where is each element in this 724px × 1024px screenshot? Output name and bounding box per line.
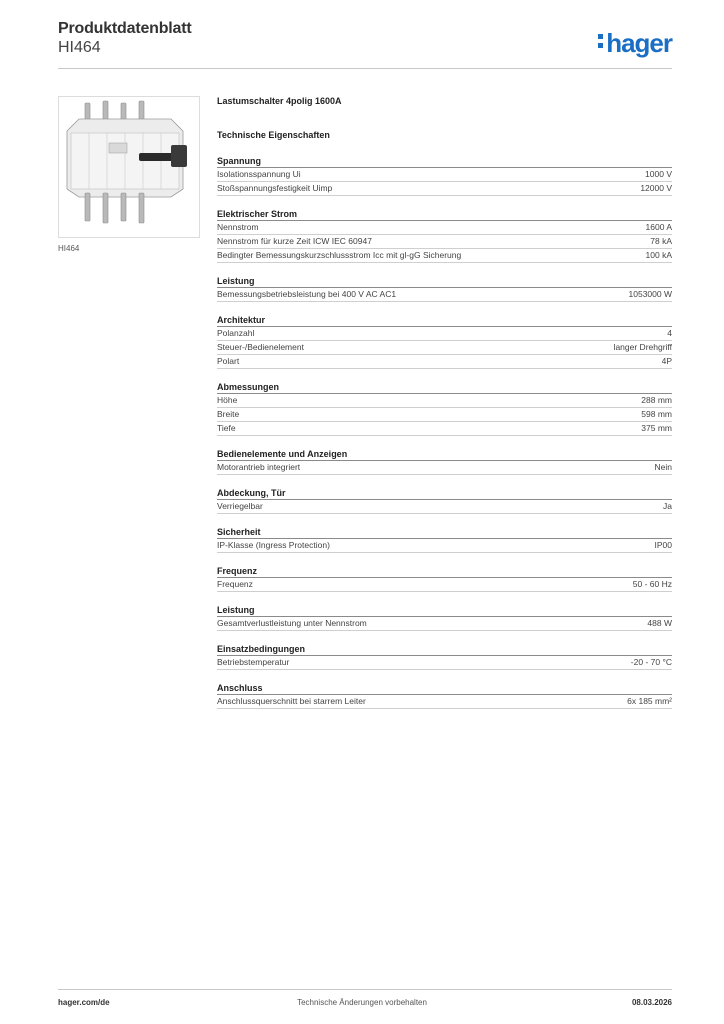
- spec-value: 598 mm: [641, 409, 672, 419]
- page-header: [58, 20, 672, 70]
- spec-content: [217, 96, 672, 709]
- spec-section: [217, 643, 672, 670]
- spec-value: Nein: [654, 462, 672, 472]
- spec-value: 488 W: [647, 618, 672, 628]
- logo-dots-icon: [598, 34, 605, 52]
- footer-divider: [58, 989, 672, 990]
- section-heading: Anschluss: [217, 682, 672, 695]
- spec-label: Gesamtverlustleistung unter Nennstrom: [217, 618, 367, 628]
- spec-label: Bemessungsbetriebsleistung bei 400 V AC AC1: [217, 289, 397, 299]
- section-heading: Bedienelemente und Anzeigen: [217, 448, 672, 461]
- spec-label: Anschlussquerschnitt bei starrem Leiter: [217, 696, 366, 706]
- page-title: Produktdatenblatt: [58, 20, 192, 37]
- spec-value: 375 mm: [641, 423, 672, 433]
- spec-row: [217, 617, 672, 631]
- spec-section: [217, 155, 672, 196]
- product-image: [58, 96, 200, 238]
- spec-label: Steuer-/Bedienelement: [217, 342, 304, 352]
- spec-label: Breite: [217, 409, 240, 419]
- spec-row: [217, 341, 672, 355]
- hager-logo[interactable]: [598, 28, 672, 59]
- spec-label: Stoßspannungsfestigkeit Uimp: [217, 183, 333, 193]
- spec-label: Motorantrieb integriert: [217, 462, 301, 472]
- spec-row: [217, 461, 672, 475]
- section-heading: Sicherheit: [217, 526, 672, 539]
- spec-label: Nennstrom für kurze Zeit ICW IEC 60947: [217, 236, 372, 246]
- product-name: Lastumschalter 4polig 1600A: [217, 96, 342, 106]
- spec-row: [217, 539, 672, 553]
- spec-row: [217, 182, 672, 196]
- spec-value: Ja: [663, 501, 672, 511]
- spec-section: [217, 604, 672, 631]
- spec-value: -20 - 70 °C: [630, 657, 672, 667]
- spec-label: Verriegelbar: [217, 501, 263, 511]
- spec-value: 1000 V: [645, 169, 672, 179]
- spec-row: [217, 408, 672, 422]
- spec-value: 6x 185 mm²: [627, 696, 672, 706]
- image-caption: HI464: [58, 244, 80, 253]
- spec-section: [217, 275, 672, 302]
- switch-disconnector-icon: [59, 97, 199, 237]
- spec-section: [217, 565, 672, 592]
- spec-value: IP00: [654, 540, 672, 550]
- section-heading: Spannung: [217, 155, 672, 168]
- spec-section: [217, 381, 672, 436]
- spec-label: Nennstrom: [217, 222, 259, 232]
- spec-row: [217, 578, 672, 592]
- tech-properties-title: Technische Eigenschaften: [217, 130, 330, 140]
- spec-section: [217, 487, 672, 514]
- section-heading: Leistung: [217, 275, 672, 288]
- section-heading: Abmessungen: [217, 381, 672, 394]
- spec-label: Bedingter Bemessungskurzschlussstrom Icc mit gl-gG Sicherung: [217, 250, 462, 260]
- spec-sections: [217, 155, 672, 709]
- spec-row: [217, 500, 672, 514]
- spec-row: [217, 249, 672, 263]
- spec-label: Betriebstemperatur: [217, 657, 290, 667]
- spec-value: 1600 A: [645, 222, 672, 232]
- spec-label: Isolationsspannung Ui: [217, 169, 301, 179]
- logo-text: hager: [606, 28, 672, 58]
- spec-value: langer Drehgriff: [613, 342, 672, 352]
- spec-value: 50 - 60 Hz: [632, 579, 672, 589]
- spec-label: Polanzahl: [217, 328, 255, 338]
- section-heading: Abdeckung, Tür: [217, 487, 672, 500]
- spec-row: [217, 394, 672, 408]
- spec-value: 12000 V: [640, 183, 672, 193]
- spec-label: Tiefe: [217, 423, 236, 433]
- header-divider: [58, 68, 672, 69]
- spec-value: 78 kA: [650, 236, 672, 246]
- spec-value: 288 mm: [641, 395, 672, 405]
- spec-row: [217, 288, 672, 302]
- spec-section: [217, 526, 672, 553]
- spec-row: [217, 235, 672, 249]
- product-code: HI464: [58, 39, 101, 56]
- spec-label: IP-Klasse (Ingress Protection): [217, 540, 330, 550]
- spec-row: [217, 656, 672, 670]
- spec-value: 100 kA: [645, 250, 672, 260]
- spec-label: Polart: [217, 356, 240, 366]
- section-heading: Architektur: [217, 314, 672, 327]
- section-heading: Einsatzbedingungen: [217, 643, 672, 656]
- section-heading: Frequenz: [217, 565, 672, 578]
- spec-row: [217, 355, 672, 369]
- spec-row: [217, 221, 672, 235]
- spec-value: 1053000 W: [628, 289, 672, 299]
- spec-section: [217, 314, 672, 369]
- spec-section: [217, 682, 672, 709]
- spec-row: [217, 168, 672, 182]
- spec-value: 4: [667, 328, 672, 338]
- footer-notice: Technische Änderungen vorbehalten: [297, 998, 427, 1007]
- spec-row: [217, 695, 672, 709]
- spec-label: Höhe: [217, 395, 238, 405]
- spec-section: [217, 448, 672, 475]
- spec-value: 4P: [661, 356, 672, 366]
- section-heading: Leistung: [217, 604, 672, 617]
- spec-label: Frequenz: [217, 579, 253, 589]
- section-heading: Elektrischer Strom: [217, 208, 672, 221]
- spec-section: [217, 208, 672, 263]
- spec-row: [217, 327, 672, 341]
- footer-date: 08.03.2026: [631, 998, 672, 1007]
- footer-website-link[interactable]: hager.com/de: [58, 998, 110, 1007]
- spec-row: [217, 422, 672, 436]
